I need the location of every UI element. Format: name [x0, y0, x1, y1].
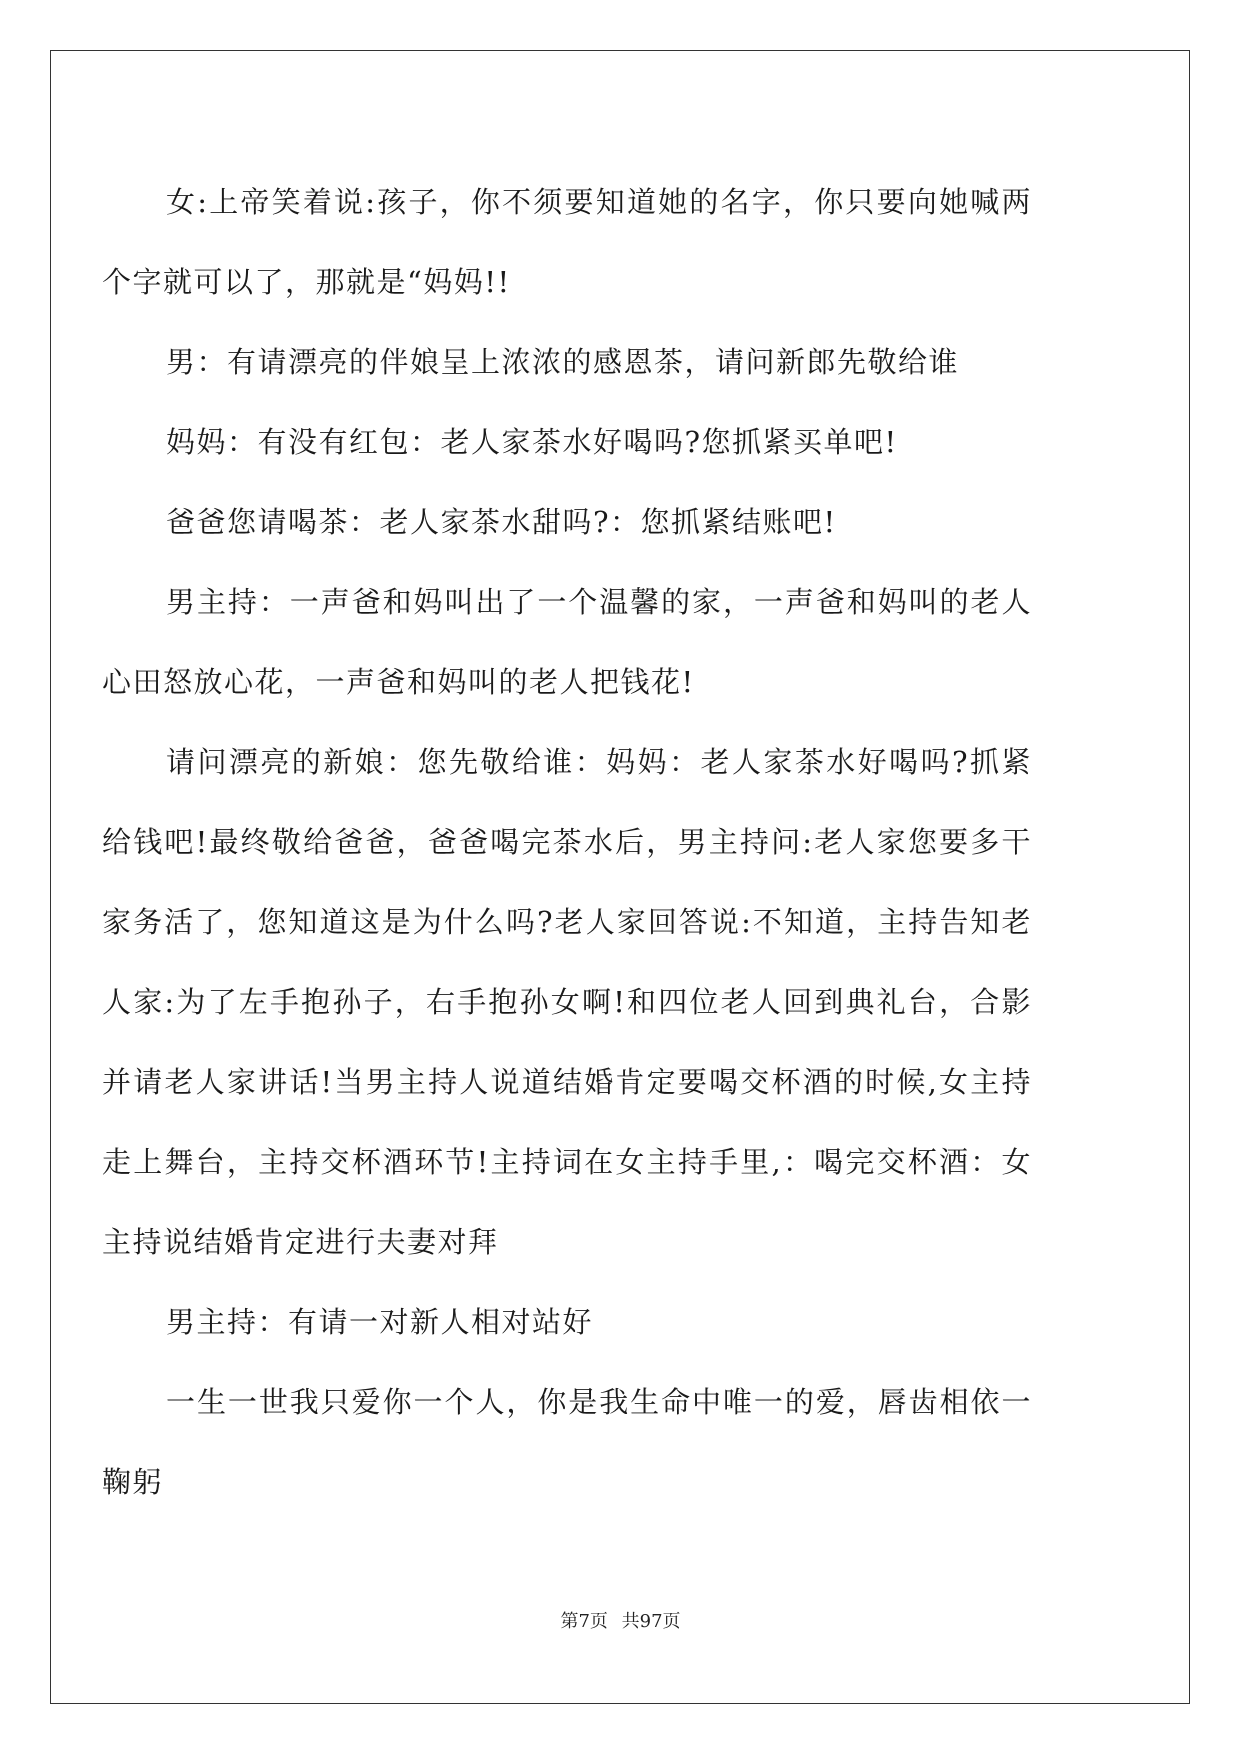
paragraph: 女:上帝笑着说:孩子，你不须要知道她的名字，你只要向她喊两个字就可以了，那就是“妈妈!!: [102, 185, 1032, 299]
page-footer: [0, 1607, 1241, 1633]
paragraph: 妈妈：有没有红包：老人家茶水好喝吗?您抓紧买单吧!: [166, 425, 898, 459]
current-page-number: 第7页: [560, 1611, 608, 1632]
total-page-count: 共97页: [621, 1611, 681, 1632]
paragraph: 爸爸您请喝茶：老人家茶水甜吗?：您抓紧结账吧!: [166, 505, 837, 539]
paragraph: 男：有请漂亮的伴娘呈上浓浓的感恩茶，请问新郎先敬给谁: [166, 345, 960, 379]
paragraph: 一生一世我只爱你一个人，你是我生命中唯一的爱，唇齿相依一鞠躬: [102, 1385, 1032, 1499]
paragraph: 请问漂亮的新娘：您先敬给谁：妈妈：老人家茶水好喝吗?抓紧给钱吧!最终敬给爸爸，爸爸喝完茶水后，男主持问:老人家您要多干家务活了，您知道这是为什么吗?老人家回答说:不知道，主持告知老人家:为了左手抱孙子，右手抱孙女啊!和四位老人回到典礼台，合影并请老人家讲话!当男主持人说道结婚肯定要喝交杯酒的时候,女主持走上舞台，主持交杯酒环节!主持词在女主持手里,：喝完交杯酒：女主持说结婚肯定进行夫妻对拜: [102, 745, 1032, 1259]
paragraph: 男主持：有请一对新人相对站好: [166, 1305, 594, 1339]
paragraph: 男主持：一声爸和妈叫出了一个温馨的家，一声爸和妈叫的老人心田怒放心花，一声爸和妈叫的老人把钱花!: [102, 585, 1032, 699]
document-body: [102, 162, 1032, 1522]
